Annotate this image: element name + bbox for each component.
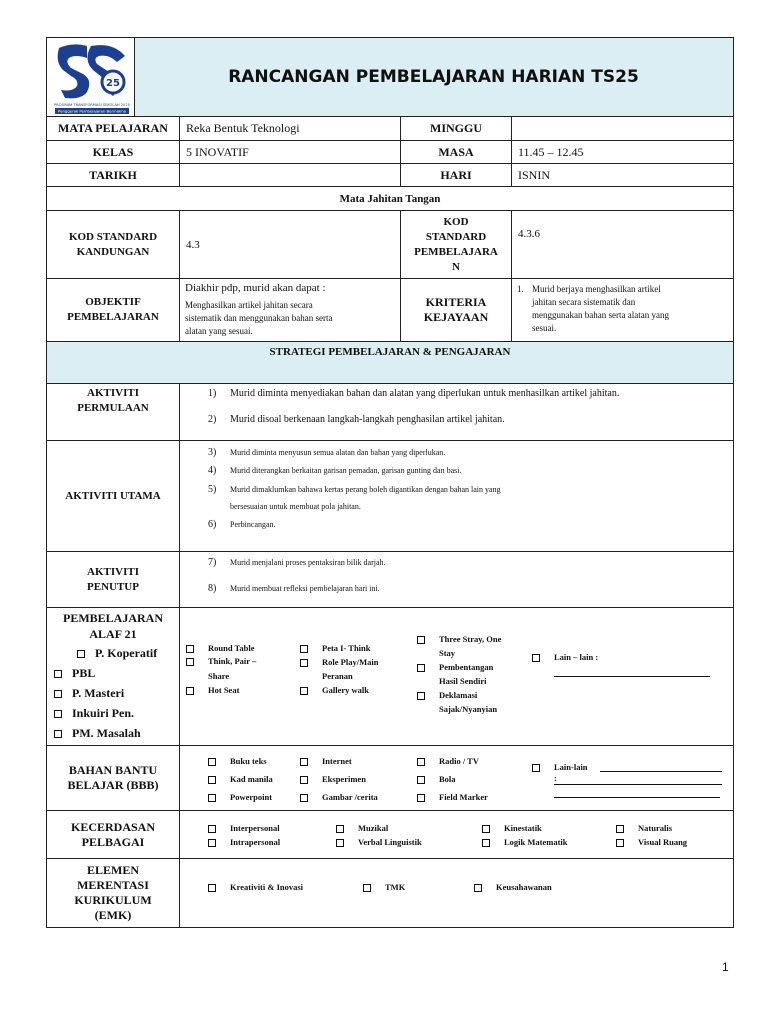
closing-activity-item-7 [208, 557, 728, 571]
pak21-method-2-text: PBL [72, 666, 96, 680]
checkbox[interactable] [482, 839, 490, 847]
kecerdasan-label [47, 811, 179, 858]
pak21-method-3[interactable] [54, 686, 124, 701]
kp-verbal-linguistik[interactable] [336, 837, 456, 849]
pak21-hot-seat[interactable] [186, 685, 286, 697]
pak21-gallery-walk[interactable] [300, 685, 400, 697]
pak21-role-play-text: Role Play/Main [322, 657, 379, 667]
kp-logik-matematik[interactable] [482, 837, 602, 849]
kp-visual-ruang[interactable] [616, 837, 726, 849]
main-activity-item-5-text: Murid dimaklumkan bahawa kertas perang boleh digantikan dengan bahan lain yang [230, 485, 501, 494]
checkbox[interactable] [54, 690, 62, 698]
pak21-share [186, 671, 286, 683]
bbb-internet[interactable] [300, 756, 400, 768]
criteria-label-1: KRITERIA [425, 295, 487, 309]
week-label: MINGGU [430, 121, 482, 135]
bbb-powerpoint[interactable] [208, 792, 308, 804]
learning-standard-label-3: PEMBELAJARA [414, 245, 498, 258]
pak21-lain-lain-line[interactable] [554, 676, 710, 677]
checkbox[interactable] [336, 839, 344, 847]
checkbox[interactable] [77, 650, 85, 658]
bbb-bola-text: Bola [439, 774, 456, 784]
bbb-kad-manila[interactable] [208, 774, 308, 786]
bbb-buku-teks-text: Buku teks [230, 756, 267, 766]
checkbox[interactable] [417, 758, 425, 766]
checkbox[interactable] [208, 776, 216, 784]
pak21-peta-ithink-text: Peta I- Think [322, 643, 371, 653]
main-activity-item-6-number: 6) [208, 519, 217, 530]
pak21-think-pair[interactable] [186, 656, 286, 668]
main-activity-item-4-text: Murid diterangkan berkaitan garisan pemadan, garisan gunting dan basi. [230, 466, 462, 475]
bbb-lain-lain-text: Lain-lain : [554, 762, 588, 783]
bbb-label-2: BELAJAR (BBB) [67, 778, 159, 792]
bbb-radio-tv-text: Radio / TV [439, 756, 479, 766]
pak21-hasil-sendiri-text: Hasil Sendiri [439, 676, 487, 686]
closing-activity-item-7-number: 7) [208, 557, 217, 568]
criteria-line-3: menggunakan bahan serta alatan yang [532, 310, 669, 320]
content-standard-value: 4.3 [186, 238, 200, 251]
emk-kreativiti[interactable] [208, 882, 338, 894]
main-activity-item-3 [208, 447, 728, 461]
bbb-powerpoint-text: Powerpoint [230, 792, 273, 802]
start-activity-item-1-text: Murid diminta menyediakan bahan dan alatan yang diperlukan untuk menhasilkan artikel jahitan. [230, 388, 620, 399]
closing-activity-item-8 [208, 583, 728, 597]
pak21-lain-lain[interactable] [532, 652, 652, 664]
start-activity-item-1-number: 1) [208, 388, 217, 399]
pak21-round-table[interactable] [186, 643, 286, 655]
start-activity-label-1: AKTIVITI [87, 387, 139, 399]
time-value: 11.45 – 12.45 [518, 144, 584, 159]
bbb-lain-lain[interactable] [532, 762, 592, 783]
checkbox[interactable] [616, 825, 624, 833]
checkbox[interactable] [482, 825, 490, 833]
start-activity-label [47, 386, 179, 422]
checkbox[interactable] [363, 884, 371, 892]
objective-label-2: PEMBELAJARAN [67, 311, 159, 323]
pak21-method-3-text: P. Masteri [72, 686, 125, 700]
checkbox[interactable] [532, 764, 540, 772]
checkbox[interactable] [54, 730, 62, 738]
pak21-three-stray[interactable] [417, 634, 527, 646]
pak21-method-4[interactable] [54, 706, 134, 721]
pak21-hot-seat-text: Hot Seat [208, 685, 240, 695]
checkbox[interactable] [300, 659, 308, 667]
main-activity-item-4-number: 4) [208, 465, 217, 476]
bbb-eksperimen[interactable] [300, 774, 400, 786]
pak21-method-5[interactable] [54, 726, 141, 741]
start-activity-item-2 [208, 414, 728, 428]
content-standard-label-2: KANDUNGAN [76, 245, 150, 258]
checkbox[interactable] [417, 636, 425, 644]
criteria-line-2: jahitan secara sistematik dan [532, 297, 636, 307]
kp-naturalis-text: Naturalis [638, 823, 672, 833]
kp-verbal-linguistik-text: Verbal Linguistik [358, 837, 422, 847]
checkbox[interactable] [616, 839, 624, 847]
pak21-stay-text: Stay [439, 648, 456, 658]
pak21-method-2[interactable] [54, 666, 95, 681]
pak21-sajak [417, 704, 527, 716]
kp-intrapersonal[interactable] [208, 837, 318, 849]
checkbox[interactable] [300, 645, 308, 653]
pak21-hasil-sendiri [417, 676, 527, 688]
main-activity-item-5-cont-text: bersesuaian untuk membuat pola jahitan. [230, 502, 361, 511]
bbb-label [47, 746, 179, 810]
main-activity-label: AKTIVITI UTAMA [65, 490, 161, 502]
checkbox[interactable] [208, 758, 216, 766]
kp-muzikal[interactable] [336, 823, 456, 835]
checkbox[interactable] [300, 687, 308, 695]
emk-label-3: KURIKULUM [74, 893, 152, 907]
content-standard-label-1: KOD STANDARD [68, 230, 158, 243]
checkbox[interactable] [186, 687, 194, 695]
closing-activity-label-2: PENUTUP [87, 580, 139, 593]
closing-activity-item-8-text: Murid membuat refleksi pembelajaran hari ini. [230, 584, 380, 593]
bbb-gambar-cerita-text: Gambar /cerita [322, 792, 378, 802]
checkbox[interactable] [208, 884, 216, 892]
kp-naturalis[interactable] [616, 823, 726, 835]
closing-activity-label [47, 552, 179, 607]
emk-label-4: (EMK) [94, 908, 132, 922]
main-activity-item-4 [208, 465, 728, 479]
bbb-internet-text: Internet [322, 756, 352, 766]
date-label: TARIKH [89, 167, 137, 182]
objective-line-2: sistematik dan menggunakan bahan serta [185, 313, 333, 323]
criteria-label-2: KEJAYAAN [423, 310, 489, 324]
pak21-three-stray-text: Three Stray, One [439, 634, 502, 644]
content-standard-label [47, 211, 179, 278]
bbb-eksperimen-text: Eksperimen [322, 774, 366, 784]
main-activity-item-3-text: Murid diminta menyusun semua alatan dan bahan yang diperlukan. [230, 448, 446, 457]
checkbox[interactable] [417, 692, 425, 700]
learning-standard-label [401, 211, 511, 278]
strategy-heading: STRATEGI PEMBELAJARAN & PENGAJARAN [269, 346, 511, 358]
main-activity-item-5-cont [208, 501, 728, 515]
pak21-peranan [300, 671, 400, 683]
pak21-gallery-walk-text: Gallery walk [322, 685, 369, 695]
checkbox[interactable] [532, 654, 540, 662]
logo-caption-1: PROGRAM TRANSFORMASI SEKOLAH 2025 [54, 103, 130, 107]
pak21-sajak-text: Sajak/Nyanyian [439, 704, 498, 714]
bbb-bola[interactable] [417, 774, 517, 786]
checkbox[interactable] [186, 658, 194, 666]
ts25-logo [53, 40, 131, 115]
pak21-method-5-text: PM. Masalah [72, 726, 141, 740]
class-value: 5 INOVATIF [186, 144, 249, 159]
pak21-round-table-text: Round Table [208, 643, 255, 653]
learning-standard-label-2: STANDARD [425, 230, 487, 243]
class-label: KELAS [92, 144, 134, 159]
bbb-lain-lain-line-3[interactable] [554, 797, 720, 798]
day-value: ISNIN [518, 167, 550, 182]
emk-label-2: MERENTASI [77, 878, 149, 892]
bbb-label-1: BAHAN BANTU [68, 763, 158, 777]
start-activity-label-2: PERMULAAN [77, 402, 149, 414]
checkbox[interactable] [208, 839, 216, 847]
main-activity-item-5-number: 5) [208, 484, 217, 495]
main-activity-item-6-text: Perbincangan. [230, 520, 276, 529]
pak21-label-2: ALAF 21 [89, 627, 137, 641]
checkbox[interactable] [417, 776, 425, 784]
subject-label: MATA PELAJARAN [58, 121, 168, 135]
pak21-method-1[interactable] [77, 646, 157, 661]
pak21-stay [417, 648, 527, 660]
start-activity-item-2-number: 2) [208, 414, 217, 425]
emk-label-1: ELEMEN [86, 863, 139, 877]
emk-kreativiti-text: Kreativiti & Inovasi [230, 882, 304, 892]
pak21-pembentangan-text: Pembentangan [439, 662, 494, 672]
objective-line-1: Menghasilkan artikel jahitan secara [185, 300, 313, 310]
kp-logik-matematik-text: Logik Matematik [504, 837, 568, 847]
kp-interpersonal[interactable] [208, 823, 318, 835]
main-activity-item-3-number: 3) [208, 447, 217, 458]
emk-tmk-text: TMK [385, 882, 406, 892]
learning-standard-label-4: N [452, 260, 460, 273]
subject-value: Reka Bentuk Teknologi [186, 121, 300, 135]
pak21-lain-lain-text: Lain – lain : [554, 652, 599, 662]
kecerdasan-label-2: PELBAGAI [81, 834, 145, 849]
pak21-share-text: Share [208, 671, 230, 681]
pak21-pembentangan[interactable] [417, 662, 527, 674]
checkbox[interactable] [54, 670, 62, 678]
week-value [512, 117, 733, 140]
pak21-role-play[interactable] [300, 657, 400, 669]
bbb-kad-manila-text: Kad manila [230, 774, 273, 784]
pak21-think-pair-text: Think, Pair – [208, 656, 257, 666]
kp-intrapersonal-text: Intrapersonal [230, 837, 281, 847]
checkbox[interactable] [208, 794, 216, 802]
learning-standard-value: 4.3.6 [518, 228, 540, 240]
kp-kinestatik-text: Kinestatik [504, 823, 542, 833]
pak21-deklamasi[interactable] [417, 690, 527, 702]
bbb-field-marker[interactable] [417, 792, 517, 804]
objective-label-1: OBJEKTIF [85, 296, 141, 308]
objective-intro: Diakhir pdp, murid akan dapat : [185, 282, 326, 294]
criteria-number: 1. [517, 284, 524, 294]
learning-standard-label-1: KOD [443, 215, 469, 228]
bbb-gambar-cerita[interactable] [300, 792, 400, 804]
objective-line-3: alatan yang sesuai. [185, 326, 253, 336]
checkbox[interactable] [300, 776, 308, 784]
bbb-field-marker-text: Field Marker [439, 792, 488, 802]
time-label: MASA [438, 144, 474, 159]
kp-interpersonal-text: Interpersonal [230, 823, 280, 833]
page-number: 1 [722, 960, 729, 974]
criteria-label [401, 279, 511, 341]
bbb-buku-teks[interactable] [208, 756, 308, 768]
pak21-deklamasi-text: Deklamasi [439, 690, 478, 700]
bbb-lain-lain-line-1[interactable] [600, 771, 722, 772]
checkbox[interactable] [54, 710, 62, 718]
page-title: RANCANGAN PEMBELAJARAN HARIAN TS25 [228, 67, 639, 87]
bbb-lain-lain-line-2[interactable] [554, 784, 722, 785]
closing-activity-label-1: AKTIVITI [87, 565, 139, 578]
topic: Mata Jahitan Tangan [339, 192, 441, 205]
criteria-line-4: sesuai. [532, 323, 557, 333]
start-activity-item-2-text: Murid disoal berkenaan langkah-langkah penghasilan artikel jahitan. [230, 414, 505, 425]
emk-label [47, 859, 179, 927]
objective-label [47, 279, 179, 341]
pak21-method-4-text: Inkuiri Pen. [72, 706, 135, 720]
main-activity-item-6 [208, 519, 728, 533]
logo-caption-2: Penggerak Pembelajaran Bermakna [58, 108, 126, 114]
checkbox[interactable] [300, 758, 308, 766]
criteria-line-1: Murid berjaya menghasilkan artikel [532, 284, 661, 294]
pak21-peta-ithink[interactable] [300, 643, 400, 655]
kp-muzikal-text: Muzikal [358, 823, 389, 833]
kp-visual-ruang-text: Visual Ruang [638, 837, 688, 847]
day-label: HARI [440, 167, 472, 182]
closing-activity-item-8-number: 8) [208, 583, 217, 594]
checkbox[interactable] [474, 884, 482, 892]
pak21-peranan-text: Peranan [322, 671, 353, 681]
emk-keusahawanan[interactable] [474, 882, 594, 894]
svg-text:25: 25 [106, 78, 120, 89]
start-activity-item-1 [208, 388, 728, 402]
main-activity-item-5 [208, 484, 728, 498]
checkbox[interactable] [186, 645, 194, 653]
checkbox[interactable] [300, 794, 308, 802]
kecerdasan-label-1: KECERDASAN [70, 819, 155, 834]
bbb-radio-tv[interactable] [417, 756, 517, 768]
kp-kinestatik[interactable] [482, 823, 602, 835]
checkbox[interactable] [417, 794, 425, 802]
date-value [180, 164, 400, 186]
emk-keusahawanan-text: Keusahawanan [496, 882, 552, 892]
checkbox[interactable] [417, 664, 425, 672]
pak21-label-1: PEMBELAJARAN [62, 611, 163, 625]
checkbox[interactable] [208, 825, 216, 833]
checkbox[interactable] [336, 825, 344, 833]
emk-tmk[interactable] [363, 882, 443, 894]
pak21-method-1-text: P. Koperatif [95, 646, 158, 660]
closing-activity-item-7-text: Murid menjalani proses pentaksiran bilik darjah. [230, 558, 386, 567]
